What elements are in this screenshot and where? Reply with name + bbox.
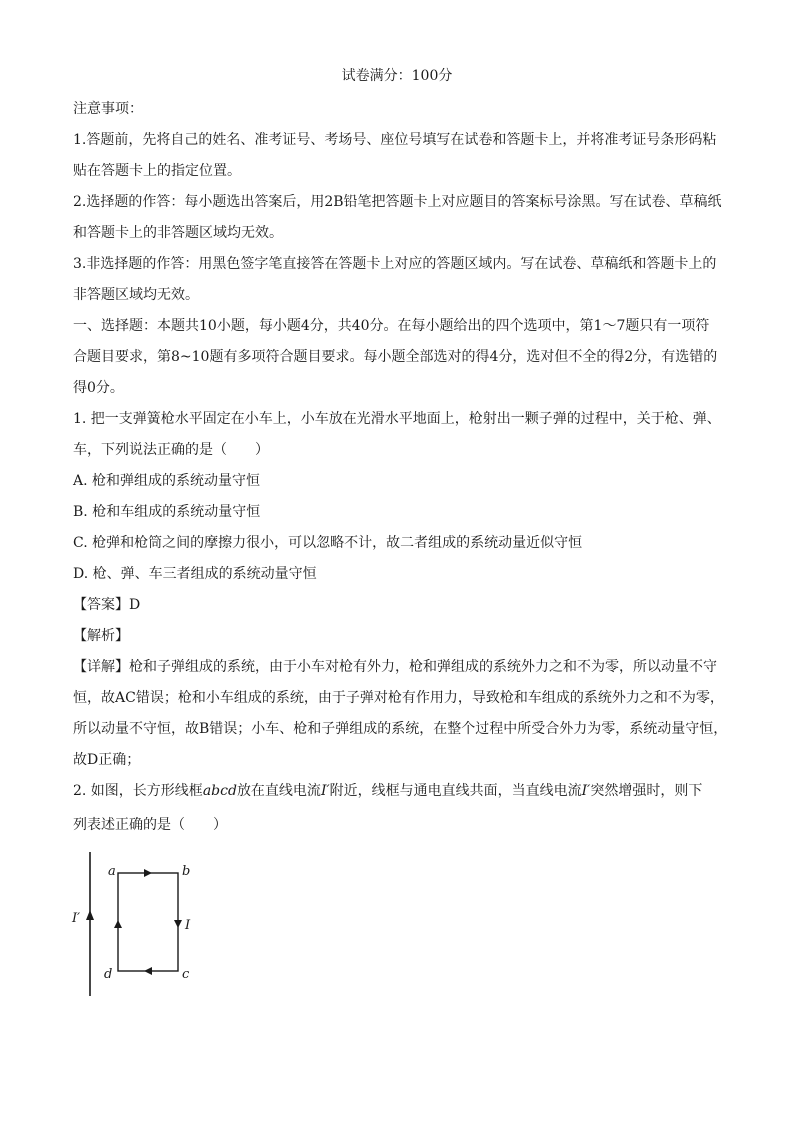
corner-label-c: c [182,967,190,982]
corner-label-d: d [104,967,113,982]
notice-heading: 注意事项： [73,101,143,117]
exam-score-title: 试卷满分：100分 [341,68,453,84]
q1-stem-line: 1. 把一支弹簧枪水平固定在小车上，小车放在光滑水平地面上，枪射出一颗子弹的过程中，关于枪、弹、 [73,411,721,427]
loop-wire-diagram [68,848,208,1008]
loop-arrow-top [144,869,152,877]
q2-current-symbol: I′ [581,783,591,799]
q2-stem-line: 列表述正确的是（ ） [73,817,227,833]
corner-label-b: b [182,864,191,879]
q1-option-a: A. 枪和弹组成的系统动量守恒 [73,473,261,489]
section-intro-line: 一、选择题：本题共10小题，每小题4分，共40分。在每小题给出的四个选项中，第1～7题只有一项符 [73,318,710,334]
q1-option-d: D. 枪、弹、车三者组成的系统动量守恒 [73,566,317,582]
notice-line: 3.非选择题的作答：用黑色签字笔直接答在答题卡上对应的答题区域内。写在试卷、草稿纸和答题卡上的 [73,256,717,272]
q1-option-c: C. 枪弹和枪筒之间的摩擦力很小，可以忽略不计，故二者组成的系统动量近似守恒 [73,535,583,551]
q2-stem-line [73,781,702,801]
answer-tag: 【答案】 [73,597,129,613]
section-intro-line: 合题目要求，第8~10题有多项符合题目要求。每小题全部选对的得4分，选对但不全的得2分，有选错的 [73,349,718,365]
loop-arrow-left [114,920,122,928]
notice-line: 贴在答题卡上的指定位置。 [73,163,241,179]
q2-abcd: abcd [202,783,237,799]
q1-detail-line: 恒，故AC错误；枪和小车组成的系统，由于子弹对枪有作用力，导致枪和车组成的系统外力之和不为零， [73,690,724,706]
notice-line: 1.答题前，先将自己的姓名、准考证号、考场号、座位号填写在试卷和答题卡上，并将准考证号条形码粘 [73,132,717,148]
rectangular-loop [118,873,178,971]
notice-line: 2.选择题的作答：每小题选出答案后，用2B铅笔把答题卡上对应题目的答案标号涂黑。写在试卷、草稿纸 [73,194,722,210]
q2-stem-part: 2. 如图，长方形线框 [73,783,203,799]
q1-answer [73,595,140,615]
loop-current-label: I [185,918,191,933]
q2-stem-part: 突然增强时，则下 [590,783,703,799]
q2-current-symbol: I′ [320,783,330,799]
q1-analysis-tag: 【解析】 [73,628,129,644]
q1-stem-line: 车，下列说法正确的是（ ） [73,442,269,458]
notice-line: 非答题区域均无效。 [73,287,199,303]
q2-stem-part: 附近，线框与通电直线共面，当直线电流 [329,783,582,799]
detail-tag: 【详解】 [73,659,129,675]
detail-text: 枪和子弹组成的系统，由于小车对枪有外力，枪和弹组成的系统外力之和不为零，所以动量不守 [129,659,717,675]
wire-current-arrow [86,910,94,920]
answer-value: D [129,597,141,613]
loop-arrow-bottom [144,967,152,975]
q1-option-b: B. 枪和车组成的系统动量守恒 [73,504,261,520]
q1-detail-line [73,657,717,677]
wire-current-label: I′ [72,911,81,926]
section-intro-line: 得0分。 [73,380,124,396]
loop-arrow-right [174,920,182,928]
notice-line: 和答题卡上的非答题区域均无效。 [73,225,283,241]
corner-label-a: a [108,864,116,879]
q1-detail-line: 故D正确； [73,752,141,768]
q2-stem-part: 放在直线电流 [236,783,321,799]
q1-detail-line: 所以动量不守恒，故B错误；小车、枪和子弹组成的系统，在整个过程中所受合外力为零，系统动量守恒， [73,721,728,737]
